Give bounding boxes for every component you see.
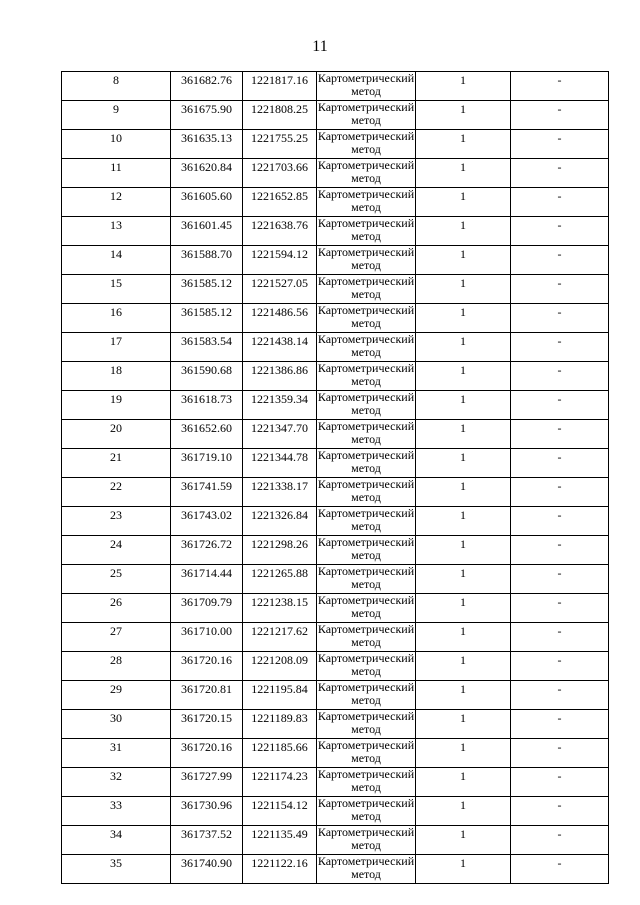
description-cell: - [511, 420, 609, 449]
x-coordinate-cell: 361635.13 [171, 130, 243, 159]
x-coordinate-cell: 361740.90 [171, 855, 243, 884]
description-cell: - [511, 507, 609, 536]
description-cell: - [511, 826, 609, 855]
accuracy-cell: 1 [416, 652, 511, 681]
description-cell: - [511, 159, 609, 188]
method-cell [317, 507, 416, 536]
description-cell: - [511, 362, 609, 391]
method-text: Картометрический метод [317, 854, 415, 881]
x-coordinate-cell: 361714.44 [171, 565, 243, 594]
method-text: Картометрический метод [317, 448, 415, 475]
point-number-cell: 30 [62, 710, 171, 739]
y-coordinate-cell: 1221208.09 [243, 652, 317, 681]
point-number-cell: 32 [62, 768, 171, 797]
method-text: Картометрический метод [317, 274, 415, 301]
y-coordinate-cell: 1221135.49 [243, 826, 317, 855]
method-cell [317, 855, 416, 884]
description-cell: - [511, 72, 609, 101]
table-row [62, 159, 609, 188]
accuracy-cell: 1 [416, 101, 511, 130]
description-cell: - [511, 333, 609, 362]
method-text: Картометрический метод [317, 361, 415, 388]
table-row [62, 449, 609, 478]
method-text: Картометрический метод [317, 477, 415, 504]
y-coordinate-cell: 1221527.05 [243, 275, 317, 304]
x-coordinate-cell: 361682.76 [171, 72, 243, 101]
point-number-cell: 24 [62, 536, 171, 565]
description-cell: - [511, 304, 609, 333]
description-cell: - [511, 739, 609, 768]
method-cell [317, 652, 416, 681]
method-cell [317, 217, 416, 246]
method-text: Картометрический метод [317, 535, 415, 562]
description-cell: - [511, 449, 609, 478]
x-coordinate-cell: 361588.70 [171, 246, 243, 275]
coordinates-table [61, 71, 609, 884]
method-cell [317, 449, 416, 478]
method-cell [317, 681, 416, 710]
point-number-cell: 10 [62, 130, 171, 159]
description-cell: - [511, 188, 609, 217]
description-cell: - [511, 797, 609, 826]
method-text: Картометрический метод [317, 216, 415, 243]
x-coordinate-cell: 361585.12 [171, 304, 243, 333]
table-row [62, 594, 609, 623]
table-row [62, 739, 609, 768]
coordinates-table-body [62, 72, 609, 884]
accuracy-cell: 1 [416, 594, 511, 623]
table-row [62, 130, 609, 159]
point-number-cell: 23 [62, 507, 171, 536]
point-number-cell: 29 [62, 681, 171, 710]
accuracy-cell: 1 [416, 623, 511, 652]
y-coordinate-cell: 1221755.25 [243, 130, 317, 159]
point-number-cell: 35 [62, 855, 171, 884]
method-cell [317, 159, 416, 188]
x-coordinate-cell: 361601.45 [171, 217, 243, 246]
accuracy-cell: 1 [416, 391, 511, 420]
description-cell: - [511, 594, 609, 623]
accuracy-cell: 1 [416, 246, 511, 275]
table-row [62, 391, 609, 420]
method-text: Картометрический метод [317, 419, 415, 446]
table-row [62, 565, 609, 594]
table-row [62, 188, 609, 217]
y-coordinate-cell: 1221817.16 [243, 72, 317, 101]
y-coordinate-cell: 1221486.56 [243, 304, 317, 333]
accuracy-cell: 1 [416, 855, 511, 884]
point-number-cell: 25 [62, 565, 171, 594]
method-cell [317, 826, 416, 855]
x-coordinate-cell: 361605.60 [171, 188, 243, 217]
y-coordinate-cell: 1221652.85 [243, 188, 317, 217]
method-cell [317, 391, 416, 420]
point-number-cell: 11 [62, 159, 171, 188]
method-cell [317, 536, 416, 565]
method-cell [317, 130, 416, 159]
method-cell [317, 101, 416, 130]
table-row [62, 362, 609, 391]
description-cell: - [511, 478, 609, 507]
accuracy-cell: 1 [416, 130, 511, 159]
method-text: Картометрический метод [317, 390, 415, 417]
table-row [62, 101, 609, 130]
y-coordinate-cell: 1221386.86 [243, 362, 317, 391]
y-coordinate-cell: 1221122.16 [243, 855, 317, 884]
x-coordinate-cell: 361743.02 [171, 507, 243, 536]
accuracy-cell: 1 [416, 217, 511, 246]
point-number-cell: 9 [62, 101, 171, 130]
y-coordinate-cell: 1221298.26 [243, 536, 317, 565]
point-number-cell: 19 [62, 391, 171, 420]
accuracy-cell: 1 [416, 768, 511, 797]
x-coordinate-cell: 361720.16 [171, 739, 243, 768]
point-number-cell: 18 [62, 362, 171, 391]
method-text: Картометрический метод [317, 303, 415, 330]
accuracy-cell: 1 [416, 275, 511, 304]
accuracy-cell: 1 [416, 478, 511, 507]
x-coordinate-cell: 361720.15 [171, 710, 243, 739]
point-number-cell: 26 [62, 594, 171, 623]
method-cell [317, 72, 416, 101]
accuracy-cell: 1 [416, 826, 511, 855]
method-text: Картометрический метод [317, 825, 415, 852]
table-row [62, 797, 609, 826]
x-coordinate-cell: 361585.12 [171, 275, 243, 304]
method-text: Картометрический метод [317, 332, 415, 359]
y-coordinate-cell: 1221438.14 [243, 333, 317, 362]
method-text: Картометрический метод [317, 158, 415, 185]
table-row [62, 826, 609, 855]
method-text: Картометрический метод [317, 738, 415, 765]
table-row [62, 536, 609, 565]
point-number-cell: 27 [62, 623, 171, 652]
y-coordinate-cell: 1221594.12 [243, 246, 317, 275]
table-row [62, 420, 609, 449]
description-cell: - [511, 130, 609, 159]
y-coordinate-cell: 1221265.88 [243, 565, 317, 594]
table-row [62, 768, 609, 797]
x-coordinate-cell: 361727.99 [171, 768, 243, 797]
point-number-cell: 28 [62, 652, 171, 681]
method-text: Картометрический метод [317, 622, 415, 649]
y-coordinate-cell: 1221347.70 [243, 420, 317, 449]
table-row [62, 304, 609, 333]
description-cell: - [511, 246, 609, 275]
x-coordinate-cell: 361618.73 [171, 391, 243, 420]
accuracy-cell: 1 [416, 681, 511, 710]
description-cell: - [511, 681, 609, 710]
page-number: 11 [312, 38, 328, 55]
method-text: Картометрический метод [317, 593, 415, 620]
description-cell: - [511, 768, 609, 797]
method-cell [317, 246, 416, 275]
table-row [62, 652, 609, 681]
description-cell: - [511, 391, 609, 420]
table-row [62, 507, 609, 536]
accuracy-cell: 1 [416, 333, 511, 362]
table-row [62, 681, 609, 710]
accuracy-cell: 1 [416, 797, 511, 826]
accuracy-cell: 1 [416, 449, 511, 478]
accuracy-cell: 1 [416, 159, 511, 188]
y-coordinate-cell: 1221217.62 [243, 623, 317, 652]
point-number-cell: 22 [62, 478, 171, 507]
y-coordinate-cell: 1221189.83 [243, 710, 317, 739]
point-number-cell: 21 [62, 449, 171, 478]
y-coordinate-cell: 1221703.66 [243, 159, 317, 188]
table-row [62, 275, 609, 304]
method-cell [317, 623, 416, 652]
table-row [62, 710, 609, 739]
method-text: Картометрический метод [317, 564, 415, 591]
table-row [62, 478, 609, 507]
method-cell [317, 333, 416, 362]
point-number-cell: 15 [62, 275, 171, 304]
method-text: Картометрический метод [317, 767, 415, 794]
method-cell [317, 797, 416, 826]
description-cell: - [511, 101, 609, 130]
point-number-cell: 20 [62, 420, 171, 449]
y-coordinate-cell: 1221638.76 [243, 217, 317, 246]
x-coordinate-cell: 361583.54 [171, 333, 243, 362]
description-cell: - [511, 652, 609, 681]
accuracy-cell: 1 [416, 362, 511, 391]
table-row [62, 217, 609, 246]
method-cell [317, 768, 416, 797]
x-coordinate-cell: 361652.60 [171, 420, 243, 449]
x-coordinate-cell: 361737.52 [171, 826, 243, 855]
accuracy-cell: 1 [416, 536, 511, 565]
method-cell [317, 362, 416, 391]
method-cell [317, 275, 416, 304]
accuracy-cell: 1 [416, 188, 511, 217]
accuracy-cell: 1 [416, 72, 511, 101]
x-coordinate-cell: 361730.96 [171, 797, 243, 826]
accuracy-cell: 1 [416, 710, 511, 739]
y-coordinate-cell: 1221185.66 [243, 739, 317, 768]
accuracy-cell: 1 [416, 507, 511, 536]
accuracy-cell: 1 [416, 420, 511, 449]
description-cell: - [511, 565, 609, 594]
x-coordinate-cell: 361620.84 [171, 159, 243, 188]
method-cell [317, 739, 416, 768]
y-coordinate-cell: 1221344.78 [243, 449, 317, 478]
y-coordinate-cell: 1221326.84 [243, 507, 317, 536]
point-number-cell: 14 [62, 246, 171, 275]
table-row [62, 72, 609, 101]
y-coordinate-cell: 1221154.12 [243, 797, 317, 826]
method-text: Картометрический метод [317, 506, 415, 533]
method-text: Картометрический метод [317, 680, 415, 707]
point-number-cell: 16 [62, 304, 171, 333]
method-cell [317, 188, 416, 217]
method-text: Картометрический метод [317, 129, 415, 156]
method-text: Картометрический метод [317, 796, 415, 823]
point-number-cell: 13 [62, 217, 171, 246]
y-coordinate-cell: 1221195.84 [243, 681, 317, 710]
point-number-cell: 34 [62, 826, 171, 855]
method-cell [317, 594, 416, 623]
point-number-cell: 31 [62, 739, 171, 768]
x-coordinate-cell: 361720.16 [171, 652, 243, 681]
method-cell [317, 478, 416, 507]
method-text: Картометрический метод [317, 71, 415, 98]
x-coordinate-cell: 361720.81 [171, 681, 243, 710]
point-number-cell: 33 [62, 797, 171, 826]
description-cell: - [511, 217, 609, 246]
table-row [62, 855, 609, 884]
description-cell: - [511, 536, 609, 565]
x-coordinate-cell: 361709.79 [171, 594, 243, 623]
x-coordinate-cell: 361719.10 [171, 449, 243, 478]
y-coordinate-cell: 1221808.25 [243, 101, 317, 130]
description-cell: - [511, 623, 609, 652]
x-coordinate-cell: 361590.68 [171, 362, 243, 391]
x-coordinate-cell: 361710.00 [171, 623, 243, 652]
method-cell [317, 420, 416, 449]
method-text: Картометрический метод [317, 187, 415, 214]
x-coordinate-cell: 361741.59 [171, 478, 243, 507]
method-text: Картометрический метод [317, 245, 415, 272]
x-coordinate-cell: 361675.90 [171, 101, 243, 130]
point-number-cell: 17 [62, 333, 171, 362]
method-cell [317, 565, 416, 594]
method-text: Картометрический метод [317, 100, 415, 127]
y-coordinate-cell: 1221338.17 [243, 478, 317, 507]
description-cell: - [511, 710, 609, 739]
method-text: Картометрический метод [317, 651, 415, 678]
point-number-cell: 8 [62, 72, 171, 101]
point-number-cell: 12 [62, 188, 171, 217]
description-cell: - [511, 855, 609, 884]
accuracy-cell: 1 [416, 565, 511, 594]
accuracy-cell: 1 [416, 739, 511, 768]
y-coordinate-cell: 1221359.34 [243, 391, 317, 420]
table-row [62, 246, 609, 275]
table-row [62, 333, 609, 362]
description-cell: - [511, 275, 609, 304]
x-coordinate-cell: 361726.72 [171, 536, 243, 565]
method-text: Картометрический метод [317, 709, 415, 736]
method-cell [317, 304, 416, 333]
table-row [62, 623, 609, 652]
y-coordinate-cell: 1221238.15 [243, 594, 317, 623]
y-coordinate-cell: 1221174.23 [243, 768, 317, 797]
accuracy-cell: 1 [416, 304, 511, 333]
method-cell [317, 710, 416, 739]
